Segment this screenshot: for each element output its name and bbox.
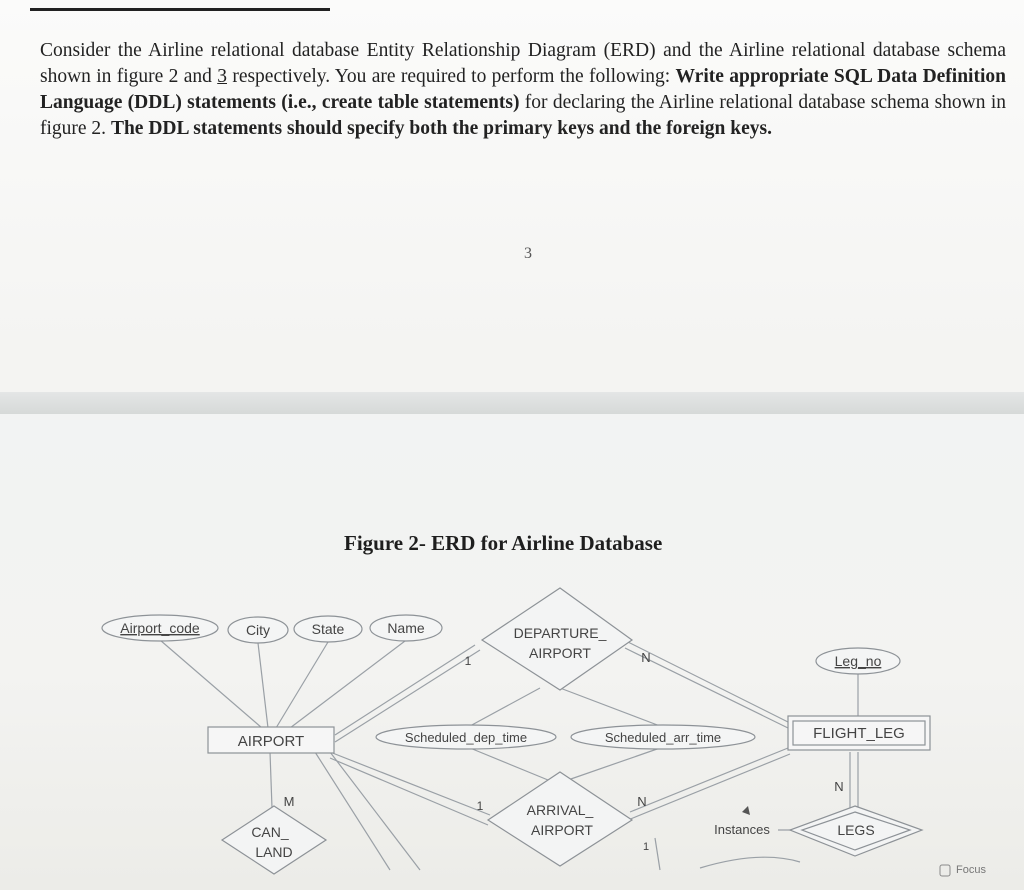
question-bold-2: The DDL statements should specify both the primary keys and the foreign keys.: [110, 118, 772, 139]
cardinality-instances-1: 1: [642, 841, 650, 853]
attribute-scheduled-dep-time: [376, 725, 556, 749]
relationship-departure-airport: [482, 588, 632, 690]
question-bold-1: Write appropriate SQL Data Definition Language (DDL) statements (i.e., create table statements): [40, 66, 1006, 113]
departure-label-line2: AIRPORT: [529, 645, 591, 661]
cardinality-departure-1: 1: [464, 654, 472, 668]
entity-airport: [208, 727, 334, 753]
attribute-name: [370, 615, 442, 641]
relationship-legs: [790, 806, 922, 856]
attribute-state-label: State: [311, 621, 345, 637]
can-land-label-line1: CAN_: [251, 824, 289, 840]
attribute-airport-code-label: Airport_code: [120, 620, 200, 636]
cardinality-legs-n: N: [834, 779, 844, 794]
attribute-scheduled-dep-time-label: Scheduled_dep_time: [404, 730, 528, 745]
arrival-label-line2: AIRPORT: [531, 822, 593, 838]
focus-icon: [940, 865, 950, 876]
instances-arrow-icon: [742, 806, 750, 815]
attribute-leg-no: [816, 648, 900, 674]
cardinality-departure-n: N: [641, 650, 651, 665]
entity-flight-leg-label: FLIGHT_LEG: [813, 725, 905, 742]
entity-airport-label: AIRPORT: [237, 733, 305, 750]
relationship-can-land: [222, 806, 326, 874]
page-number: 3: [524, 245, 532, 262]
attribute-leg-no-label: Leg_no: [834, 653, 882, 669]
attribute-scheduled-arr-time-label: Scheduled_arr_time: [604, 730, 722, 745]
figure-title: Figure 2- ERD for Airline Database: [344, 531, 663, 555]
attribute-name-label: Name: [387, 620, 425, 636]
attribute-airport-code: [102, 615, 218, 641]
question-part-1: Consider the Airline relational database Entity Relationship Diagram (ERD) and the Airline relational database schema shown in figure 2 and: [40, 40, 1006, 87]
relationship-legs-label: LEGS: [837, 822, 875, 838]
attribute-scheduled-arr-time: [571, 725, 755, 749]
cardinality-arrival-1: 1: [476, 799, 484, 813]
instances-label: Instances: [714, 822, 770, 837]
entity-flight-leg: [788, 716, 930, 750]
cardinality-arrival-n: N: [637, 794, 647, 809]
attribute-state: [294, 616, 362, 642]
focus-badge: Focus: [956, 864, 986, 876]
question-part-3: for declaring the Airline relational database schema shown in figure 2.: [40, 92, 1006, 139]
departure-label-line1: DEPARTURE_: [513, 625, 607, 641]
attribute-city: [228, 617, 288, 643]
can-land-label-line2: LAND: [255, 844, 293, 860]
relationship-arrival-airport: [488, 772, 632, 866]
attribute-city-label: City: [245, 622, 271, 638]
arrival-label-line1: ARRIVAL_: [526, 802, 594, 818]
cardinality-can-land-m: M: [283, 794, 295, 809]
question-part-2: respectively. You are required to perform the following:: [226, 66, 676, 87]
figure-reference: 3: [217, 66, 227, 87]
